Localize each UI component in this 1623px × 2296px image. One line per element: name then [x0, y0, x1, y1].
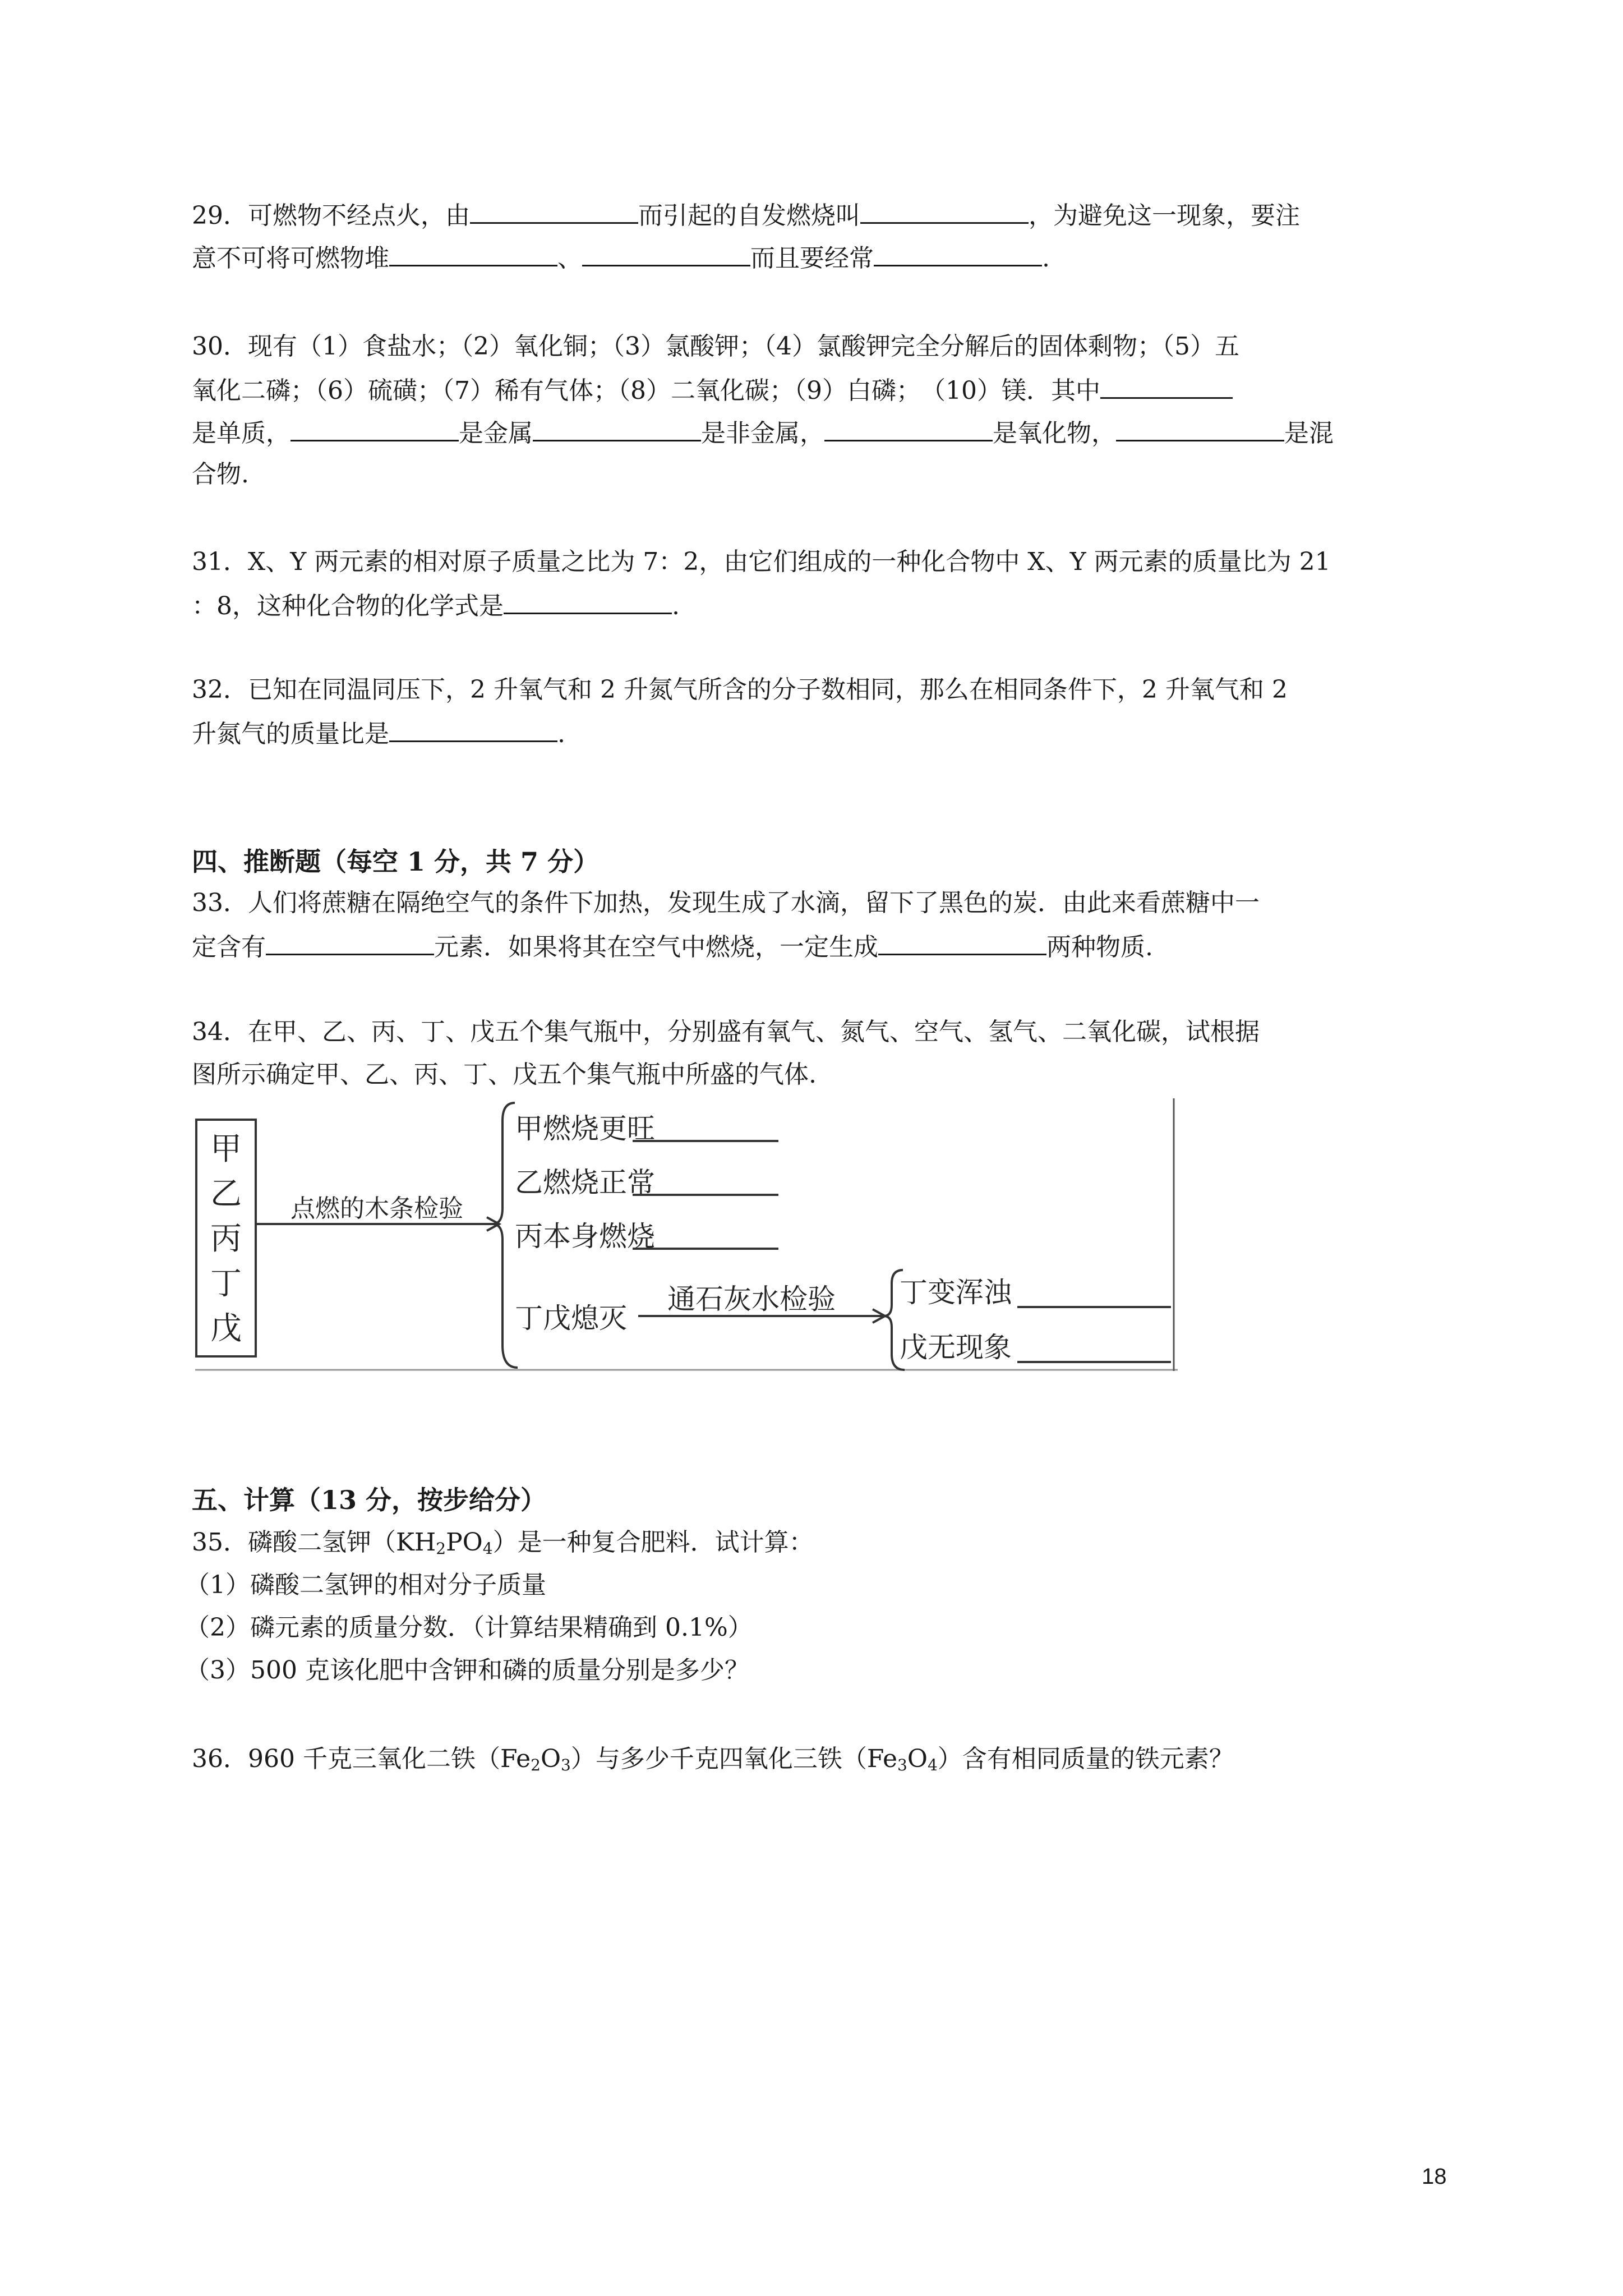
q35-text: 35．磷酸二氢钾（KH — [192, 1528, 436, 1557]
diagram-lines — [195, 1098, 1178, 1374]
answer-blank[interactable] — [470, 197, 638, 224]
subscript: 3 — [897, 1756, 907, 1774]
q35-part3: （3）500 克该化肥中含钾和磷的质量分别是多少？ — [185, 1656, 749, 1685]
answer-blank[interactable] — [291, 415, 459, 441]
q33-text: 定含有 — [192, 933, 266, 961]
answer-blank[interactable] — [582, 240, 750, 266]
q33-line2 — [192, 929, 1444, 964]
result-ding: 丁变浑浊 — [900, 1276, 1012, 1309]
q36-text: 36．960 千克三氧化二铁（Fe — [192, 1745, 531, 1773]
result-wu: 戊无现象 — [900, 1331, 1012, 1364]
q30-line2 — [192, 372, 1444, 408]
gas-test-diagram — [195, 1098, 1178, 1374]
answer-blank[interactable] — [878, 929, 1046, 955]
answer-blank[interactable] — [860, 197, 1029, 224]
gas-bing: 丙 — [210, 1221, 242, 1257]
q29-text: 而且要经常 — [750, 244, 874, 273]
answer-blank[interactable] — [1116, 415, 1284, 441]
q36-text: ）含有相同质量的铁元素？ — [937, 1745, 1234, 1773]
gas-jia: 甲 — [210, 1131, 242, 1167]
gas-yi: 乙 — [210, 1176, 242, 1212]
q29-text: 意不可将可燃物堆 — [192, 244, 389, 273]
q36-line — [192, 1742, 1444, 1782]
q34-line1: 34．在甲、乙、丙、丁、戊五个集气瓶中，分别盛有氧气、氮气、空气、氢气、二氧化碳，试根据 — [192, 1018, 1260, 1046]
answer-blank[interactable] — [266, 929, 434, 955]
test-burning-splint-label: 点燃的木条检验 — [291, 1194, 463, 1223]
q35-line1 — [192, 1526, 1444, 1566]
answer-blank[interactable] — [504, 588, 672, 614]
subscript: 4 — [482, 1539, 493, 1558]
q36-text: O — [540, 1745, 561, 1773]
answer-blank[interactable] — [389, 716, 557, 742]
q35-text: PO — [446, 1528, 483, 1557]
q31-text: . — [672, 592, 680, 620]
q32-text: 升氮气的质量比是 — [192, 720, 389, 748]
answer-blank[interactable] — [824, 415, 993, 441]
subscript: 2 — [436, 1539, 446, 1558]
q29-line2 — [192, 240, 1444, 275]
q31-line2 — [192, 588, 1444, 623]
result-bing: 丙本身燃烧 — [515, 1220, 655, 1253]
q35-part1: （1）磷酸二氢钾的相对分子质量 — [185, 1571, 546, 1599]
q35-text: ）是一种复合肥料．试计算： — [492, 1528, 814, 1557]
answer-blank[interactable] — [1100, 372, 1233, 399]
subscript: 2 — [531, 1756, 541, 1774]
q31-text: ：8，这种化合物的化学式是 — [192, 592, 504, 620]
section-4-heading: 四、推断题（每空 1 分，共 7 分） — [192, 846, 600, 877]
answer-blank[interactable] — [874, 240, 1042, 266]
q32-line1: 32．已知在同温同压下，2 升氧气和 2 升氮气所含的分子数相同，那么在相同条件下，2 升氧气和 2 — [192, 675, 1288, 704]
q33-text: 元素．如果将其在空气中燃烧，一定生成 — [434, 933, 878, 961]
result-ding-wu: 丁戊熄灭 — [515, 1302, 627, 1335]
q32-line2 — [192, 716, 1444, 751]
answer-blank[interactable] — [533, 415, 701, 441]
q30-line4: 合物. — [192, 460, 249, 489]
q32-text: . — [557, 720, 565, 748]
subscript: 3 — [561, 1756, 571, 1774]
q29-text: 29．可燃物不经点火，由 — [192, 201, 470, 230]
q30-text: 是氧化物， — [993, 419, 1116, 448]
q29-text: 而引起的自发燃烧叫 — [638, 201, 860, 230]
gas-wu: 戊 — [210, 1310, 242, 1347]
q30-text: 是金属 — [459, 419, 533, 448]
q30-text: 是混 — [1284, 419, 1334, 448]
result-jia: 甲燃烧更旺 — [515, 1112, 655, 1145]
q30-text: 是非金属， — [701, 419, 824, 448]
q30-text: 氧化二磷；（6）硫磺；（7）稀有气体；（8）二氧化碳；（9）白磷； （10）镁．其中 — [192, 376, 1100, 405]
subscript: 4 — [927, 1756, 938, 1774]
q29-text: ，为避免这一现象，要注 — [1029, 201, 1300, 230]
q29-line1 — [192, 197, 1444, 233]
q30-line3 — [192, 415, 1444, 450]
q35-part2: （2）磷元素的质量分数．（计算结果精确到 0.1%） — [185, 1613, 753, 1642]
answer-blank[interactable] — [389, 240, 557, 266]
q36-text: O — [907, 1745, 928, 1773]
q36-text: ）与多少千克四氧化三铁（Fe — [570, 1745, 898, 1773]
test-limewater-label: 通石灰水检验 — [667, 1283, 836, 1315]
page-number: 18 — [1422, 2164, 1447, 2189]
q29-text: . — [1042, 244, 1050, 273]
result-yi: 乙燃烧正常 — [515, 1166, 655, 1199]
q34-line2: 图所示确定甲、乙、丙、丁、戊五个集气瓶中所盛的气体. — [192, 1060, 817, 1089]
q31-line1: 31．X、Y 两元素的相对原子质量之比为 7：2，由它们组成的一种化合物中 X、Y 两元素的质量比为 21 — [192, 547, 1331, 576]
gas-ding: 丁 — [210, 1266, 242, 1302]
section-5-heading: 五、计算（13 分，按步给分） — [192, 1485, 547, 1515]
q30-text: 是单质， — [192, 419, 291, 448]
q33-line1: 33．人们将蔗糖在隔绝空气的条件下加热，发现生成了水滴，留下了黑色的炭．由此来看蔗糖中一 — [192, 889, 1260, 917]
q30-line1: 30．现有（1）食盐水；（2）氧化铜；（3）氯酸钾；（4）氯酸钾完全分解后的固体剩物；（5）五 — [192, 332, 1239, 361]
q29-text: 、 — [557, 244, 582, 273]
q33-text: 两种物质. — [1046, 933, 1153, 961]
